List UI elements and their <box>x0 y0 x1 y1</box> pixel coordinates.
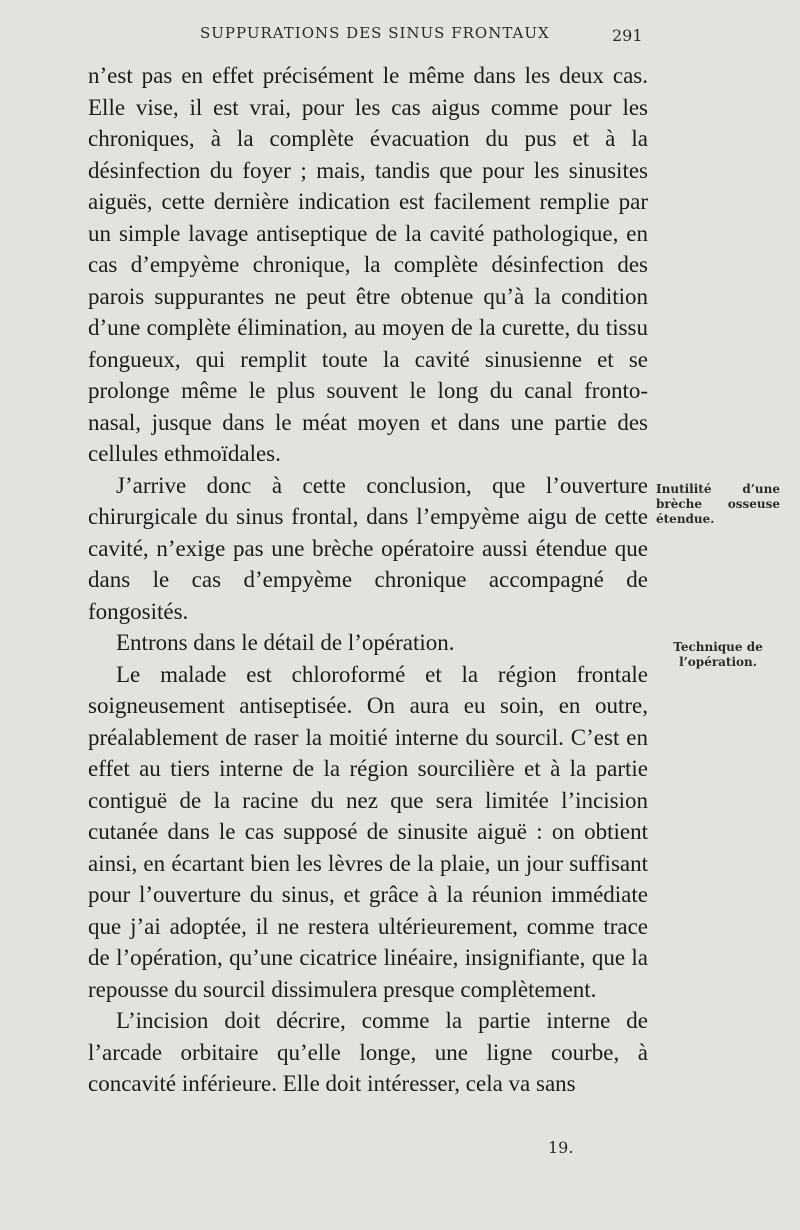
margin-note: Inutilité d’une brèche osseuse étendue. <box>656 482 780 526</box>
paragraph: Entrons dans le détail de l’opération. <box>116 630 455 655</box>
page-number: 291 <box>612 26 643 45</box>
paragraph: n’est pas en effet précisément le même dans les deux cas. Elle vise, il est vrai, pour les cas aigus comme pour les chroniques, à la complète évacuation du pus et à la désinfection du foyer ; mais, tandis que pour les sinusites aiguës, cette dernière indication est facilement remplie par un simple lavage antiseptique de la cavité pathologique, en cas d’empyème chronique, la complète désinfection des parois suppurantes ne peut être obtenue qu’à la condition d’une complète élimination, au moyen de la curette, du tissu fongueux, qui remplit toute la cavité sinusienne et se prolonge même le plus souvent le long du canal fronto-nasal, jusque dans le méat moyen et dans une partie des cellules ethmoïdales. <box>88 63 648 466</box>
paragraph: J’arrive donc à cette conclusion, que l’ouverture chirurgicale du sinus frontal, dans l’empyème aigu de cette cavité, n’exige pas une brèche opératoire aussi étendue que dans le cas d’empyème chronique accompagné de fongosités. <box>88 472 648 624</box>
paragraph: Le malade est chloroformé et la région frontale soigneusement antiseptisée. On aura eu soin, en outre, préalablement de raser la moitié interne du sourcil. C’est en effet au tiers interne de la région sourcilière et à la partie contiguë de la racine du nez que sera limitée l’incision cutanée dans le cas supposé de sinusite aiguë : on obtient ainsi, en écartant bien les lèvres de la plaie, un jour suffisant pour l’ouverture du sinus, et grâce à la réunion immédiate que j’ai adoptée, il ne restera ultérieurement, comme trace de l’opération, qu’une cicatrice linéaire, insignifiante, que la repousse du sourcil dissimulera presque complètement. <box>88 661 648 1002</box>
running-header: SUPPURATIONS DES SINUS FRONTAUX <box>200 24 550 42</box>
body-text <box>88 60 648 1100</box>
paragraph: L’incision doit décrire, comme la partie interne de l’arcade orbitaire qu’elle longe, une ligne courbe, à concavité inférieure. Elle doit intéresser, cela va sans <box>88 1008 648 1096</box>
signature-mark: 19. <box>548 1138 574 1157</box>
margin-note: Technique de l’opération. <box>673 640 763 669</box>
